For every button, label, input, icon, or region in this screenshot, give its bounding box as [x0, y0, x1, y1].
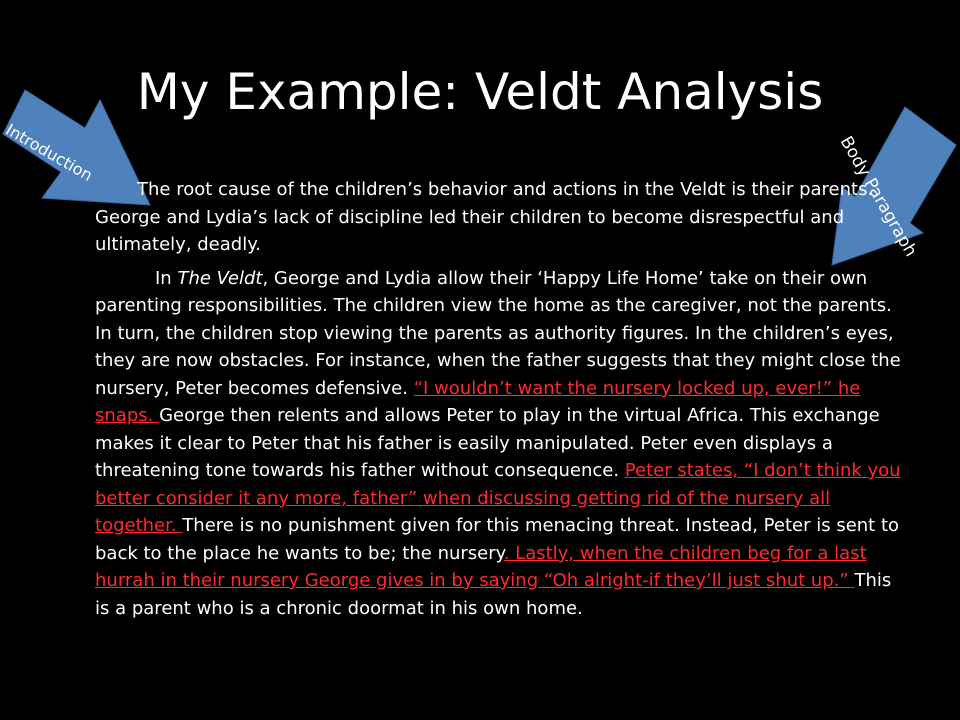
body-title-italic: The Veldt: [177, 267, 263, 289]
body-paragraph: [95, 265, 907, 623]
slide-title: My Example: Veldt Analysis: [136, 63, 824, 121]
intro-paragraph: The root cause of the children’s behavior and actions in the Veldt is their parents. George and Lydia’s lack of discipline led their children to become disrespectful and ultimately, deadly.: [95, 179, 874, 255]
body-text-3: George then relents and allows Peter to play in the virtual Africa. This exchange makes it clear to Peter that his father is easily manipulated. Peter even displays a threatening tone towards his father without consequence.: [95, 405, 880, 481]
body-text-1: In: [155, 267, 178, 289]
body-text-5: This is a parent who is a chronic doormat in his own home.: [95, 570, 892, 619]
body-text-2: , George and Lydia allow their ‘Happy Life Home’ take on their own parenting responsibilities. The children view the home as the caregiver, not the parents. In turn, the children stop viewing the parents as authority figures. In the children’s eyes, they are now obstacles. For instance, when the father suggests that they might close the nursery, Peter becomes defensive.: [95, 267, 901, 399]
introduction-label: Introduction: [2, 120, 96, 185]
body-text-4: There is no punishment given for this menacing threat. Instead, Peter is sent to back to the place he wants to be; the nursery: [95, 515, 900, 564]
quote-3: . Lastly, when the children beg for a last hurrah in their nursery George gives in by saying “Oh alright-if they’ll just shut up.”: [95, 542, 867, 591]
quote-2: Peter states, “I don’t think you better consider it any more, father” when discussing getting rid of the nursery all together.: [95, 460, 901, 536]
body-paragraph-label: Body Paragraph: [835, 133, 921, 261]
quote-1: “I wouldn’t want the nursery locked up, ever!” he snaps.: [95, 377, 861, 426]
essay-body: [95, 176, 907, 628]
